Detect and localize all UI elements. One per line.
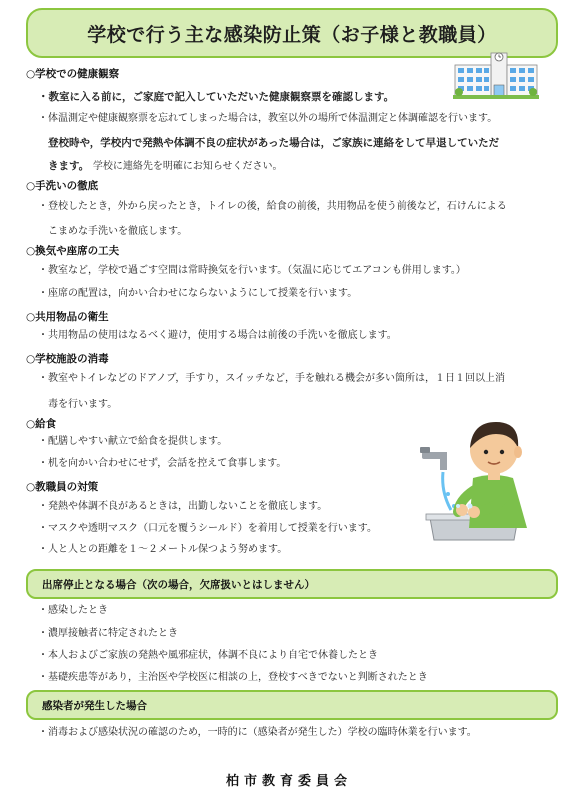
list-item: ・教室など，学校で過ごす空間は常時換気を行います。（気温に応じてエアコンも併用します。） <box>38 265 466 276</box>
list-item: ・本人およびご家族の発熱や風邪症状，体調不良により自宅で休養したとき <box>38 650 378 661</box>
section-heading-staff-measures: ○教職員の対策 <box>26 481 99 493</box>
section-heading-handwashing: ○手洗いの徹底 <box>26 180 99 192</box>
list-item: ・教室やトイレなどのドアノブ，手すり，スイッチなど，手を触れる機会が多い箇所は，１日１回以上消 <box>38 373 505 384</box>
school-building-illustration <box>453 43 539 99</box>
suspension-heading: 出席停止となる場合（次の場合，欠席扱いとはしません） <box>42 578 315 591</box>
list-item: ・共用物品の使用はなるべく避け，使用する場合は前後の手洗いを徹底します。 <box>38 330 397 341</box>
list-item: ・人と人との距離を１～２メートル保つよう努めます。 <box>38 544 288 555</box>
list-item: ・座席の配置は，向かい合わせにならないようにして授業を行います。 <box>38 288 358 299</box>
list-item: ・配膳しやすい献立で給食を提供します。 <box>38 436 228 447</box>
issuer-footer: 柏市教育委員会 <box>225 774 352 789</box>
list-item: ・マスクや透明マスク（口元を覆うシールド）を着用して授業を行います。 <box>38 523 377 534</box>
list-item: ・感染したとき <box>38 605 108 616</box>
list-item: ・教室に入る前に，ご家庭で記入していただいた健康観察票を確認します。 <box>38 91 395 103</box>
page-title: 学校で行う主な感染防止策（お子様と教職員） <box>87 23 497 46</box>
contact-note: 学校に連絡先を明確にお知らせください。 <box>92 161 283 172</box>
section-heading-health-observation: ○学校での健康観察 <box>26 68 120 80</box>
bold-note-line: 登校時や，学校内で発熱や体調不良の症状があった場合は，ご家族に連絡をして早退していただ <box>48 137 500 149</box>
list-item-continuation: 毒を行います。 <box>48 399 118 410</box>
section-heading-school-lunch: ○給食 <box>26 418 57 430</box>
child-washing-hands-illustration <box>418 410 538 550</box>
list-item: ・登校したとき，外から戻ったとき，トイレの後，給食の前後，共用物品を使う前後など，石けんによる <box>38 201 507 212</box>
list-item: ・基礎疾患等があり，主治医や学校医に相談の上，登校すべきでないと判断されたとき <box>38 672 428 683</box>
list-item: ・消毒および感染状況の確認のため，一時的に（感染者が発生した）学校の臨時休業を行います。 <box>38 727 477 738</box>
section-heading-ventilation: ○換気や座席の工夫 <box>26 245 120 257</box>
suspension-heading-band <box>26 569 558 599</box>
bold-note-text: きます。 <box>48 160 90 172</box>
section-heading-disinfection: ○学校施設の消毒 <box>26 353 109 365</box>
list-item: ・机を向かい合わせにせず，会話を控えて食事します。 <box>38 458 287 469</box>
list-item-continuation: こまめな手洗いを徹底します。 <box>48 226 188 237</box>
section-heading-shared-items: ○共用物品の衛生 <box>26 311 109 323</box>
list-item: ・発熱や体調不良があるときは，出勤しないことを徹底します。 <box>38 501 328 512</box>
list-item: ・濃厚接触者に特定されたとき <box>38 628 178 639</box>
infection-heading: 感染者が発生した場合 <box>42 699 147 712</box>
bold-note-line <box>48 157 283 173</box>
infection-heading-band <box>26 690 558 720</box>
list-item: ・体温測定や健康観察票を忘れてしまった場合は，教室以外の場所で体温測定と体調確認を行います。 <box>38 113 498 124</box>
